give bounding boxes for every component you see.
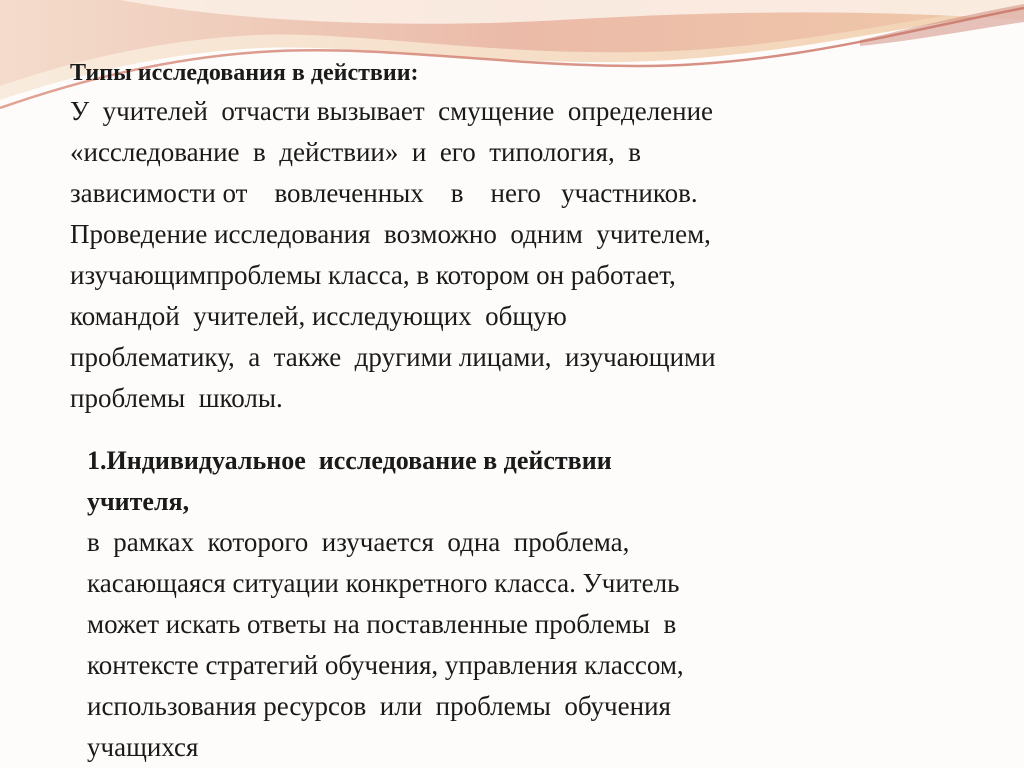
- intro-paragraph: [70, 55, 970, 419]
- intro-line: командой учителей, исследующих общую: [70, 301, 567, 331]
- intro-line: проблематику, а также другими лицами, изучающими: [70, 342, 716, 372]
- intro-line: «исследование в действии» и его типология, в: [70, 137, 641, 167]
- section-title: 1.Индивидуальное исследование в действии: [87, 446, 612, 475]
- section-line: в рамках которого изучается одна проблема,: [87, 527, 630, 557]
- section-line: учащихся: [87, 732, 199, 762]
- intro-line: изучающимпроблемы класса, в котором он работает,: [70, 260, 676, 290]
- section-line: использования ресурсов или проблемы обучения: [87, 691, 671, 721]
- section-line: касающаяся ситуации конкретного класса. Учитель: [87, 568, 680, 598]
- intro-line: У учителей отчасти вызывает смущение определение: [70, 96, 714, 126]
- section-individual-research: [87, 440, 987, 768]
- section-heading: Типы исследования в действии:: [70, 60, 419, 86]
- intro-line: Проведение исследования возможно одним учителем,: [70, 219, 711, 249]
- section-line: контексте стратегий обучения, управления классом,: [87, 650, 684, 680]
- section-title: учителя,: [87, 487, 190, 516]
- section-line: может искать ответы на поставленные проблемы в: [87, 609, 677, 639]
- intro-line: зависимости от вовлеченных в него участников.: [70, 178, 698, 208]
- intro-line: проблемы школы.: [70, 383, 283, 413]
